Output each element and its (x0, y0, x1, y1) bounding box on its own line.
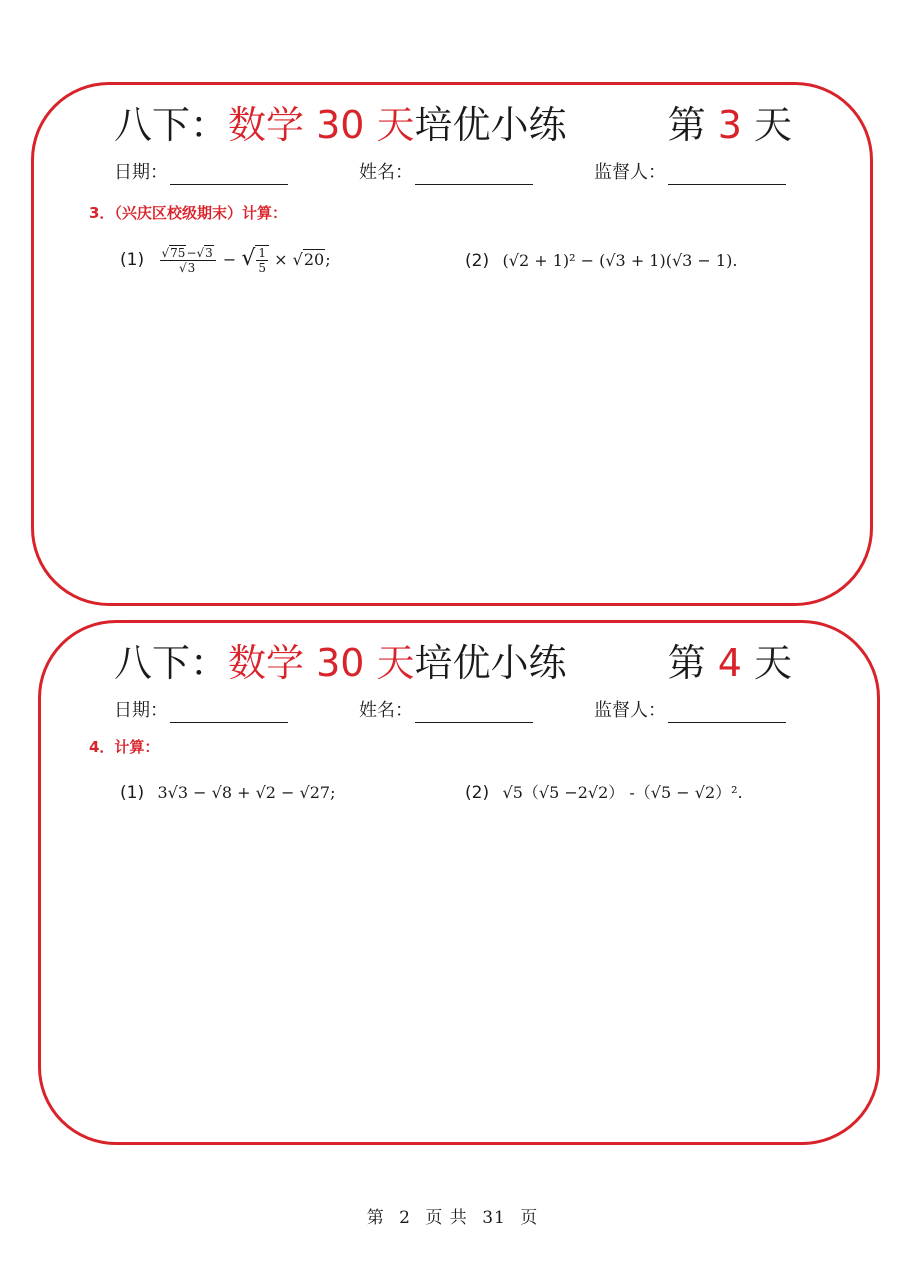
title-highlight: 数学 30 天 (228, 103, 415, 147)
name-blank[interactable] (415, 166, 533, 185)
name-field (359, 161, 533, 185)
name-field (359, 699, 533, 723)
date-field (114, 699, 288, 723)
title-prefix: 八下： (114, 641, 229, 685)
supervisor-field (594, 699, 786, 723)
day-prefix: 第 (667, 103, 718, 147)
problem-number: (2) (465, 251, 490, 271)
question-label: 3．（兴庆区校级期末）计算： (89, 204, 287, 222)
name-blank[interactable] (415, 704, 533, 723)
supervisor-field (594, 161, 786, 185)
problem-number: (1) (120, 783, 145, 803)
day-number: 3 (717, 103, 742, 147)
supervisor-label: 监督人： (594, 162, 666, 183)
page-total: 31 (482, 1208, 506, 1228)
date-field (114, 161, 288, 185)
page-footer (0, 1203, 905, 1228)
date-blank[interactable] (170, 704, 288, 723)
info-fields (114, 699, 804, 723)
day-prefix: 第 (667, 641, 718, 685)
problem-expression: (√2 + 1)² − (√3 + 1)(√3 − 1). (502, 251, 738, 270)
day-suffix: 天 (741, 103, 792, 147)
fraction: $\frac{√75-√3}{√3}$ (160, 246, 216, 275)
practice-card-day-3 (31, 82, 873, 606)
supervisor-blank[interactable] (668, 704, 786, 723)
date-label: 日期： (114, 700, 168, 721)
problem-2 (465, 781, 743, 805)
page-number: 2 (399, 1208, 411, 1228)
day-number: 4 (717, 641, 742, 685)
info-fields (114, 161, 804, 185)
problem-number: (1) (120, 250, 145, 270)
title-suffix: 培优小练 (414, 103, 567, 147)
problem-expression: √5（√5 −2√2） -（√5 − √2）². (502, 783, 743, 802)
name-label: 姓名： (359, 162, 413, 183)
practice-card-day-4 (38, 620, 880, 1145)
problem-expression: 3√3 − √8 + √2 − √27; (157, 783, 336, 802)
question-label: 4．计算： (89, 738, 160, 756)
day-suffix: 天 (741, 641, 792, 685)
supervisor-label: 监督人： (594, 700, 666, 721)
day-label (668, 99, 792, 151)
card-title (114, 99, 567, 151)
title-highlight: 数学 30 天 (228, 641, 415, 685)
title-prefix: 八下： (114, 103, 229, 147)
footer-prefix: 第 (366, 1208, 385, 1228)
date-blank[interactable] (170, 166, 288, 185)
problem-number: (2) (465, 783, 490, 803)
problem-2 (465, 249, 737, 273)
date-label: 日期： (114, 162, 168, 183)
problem-1 (120, 245, 331, 275)
name-label: 姓名： (359, 700, 413, 721)
supervisor-blank[interactable] (668, 166, 786, 185)
card-title (114, 637, 567, 689)
problem-expression: $\frac{√75-√3}{√3}$ − √ $\frac{1}{5}$ × √20; (161, 246, 331, 275)
day-label (668, 637, 792, 689)
title-suffix: 培优小练 (414, 641, 567, 685)
footer-mid: 页 共 (425, 1208, 468, 1228)
footer-suffix: 页 (520, 1208, 539, 1228)
problem-1 (120, 781, 335, 805)
